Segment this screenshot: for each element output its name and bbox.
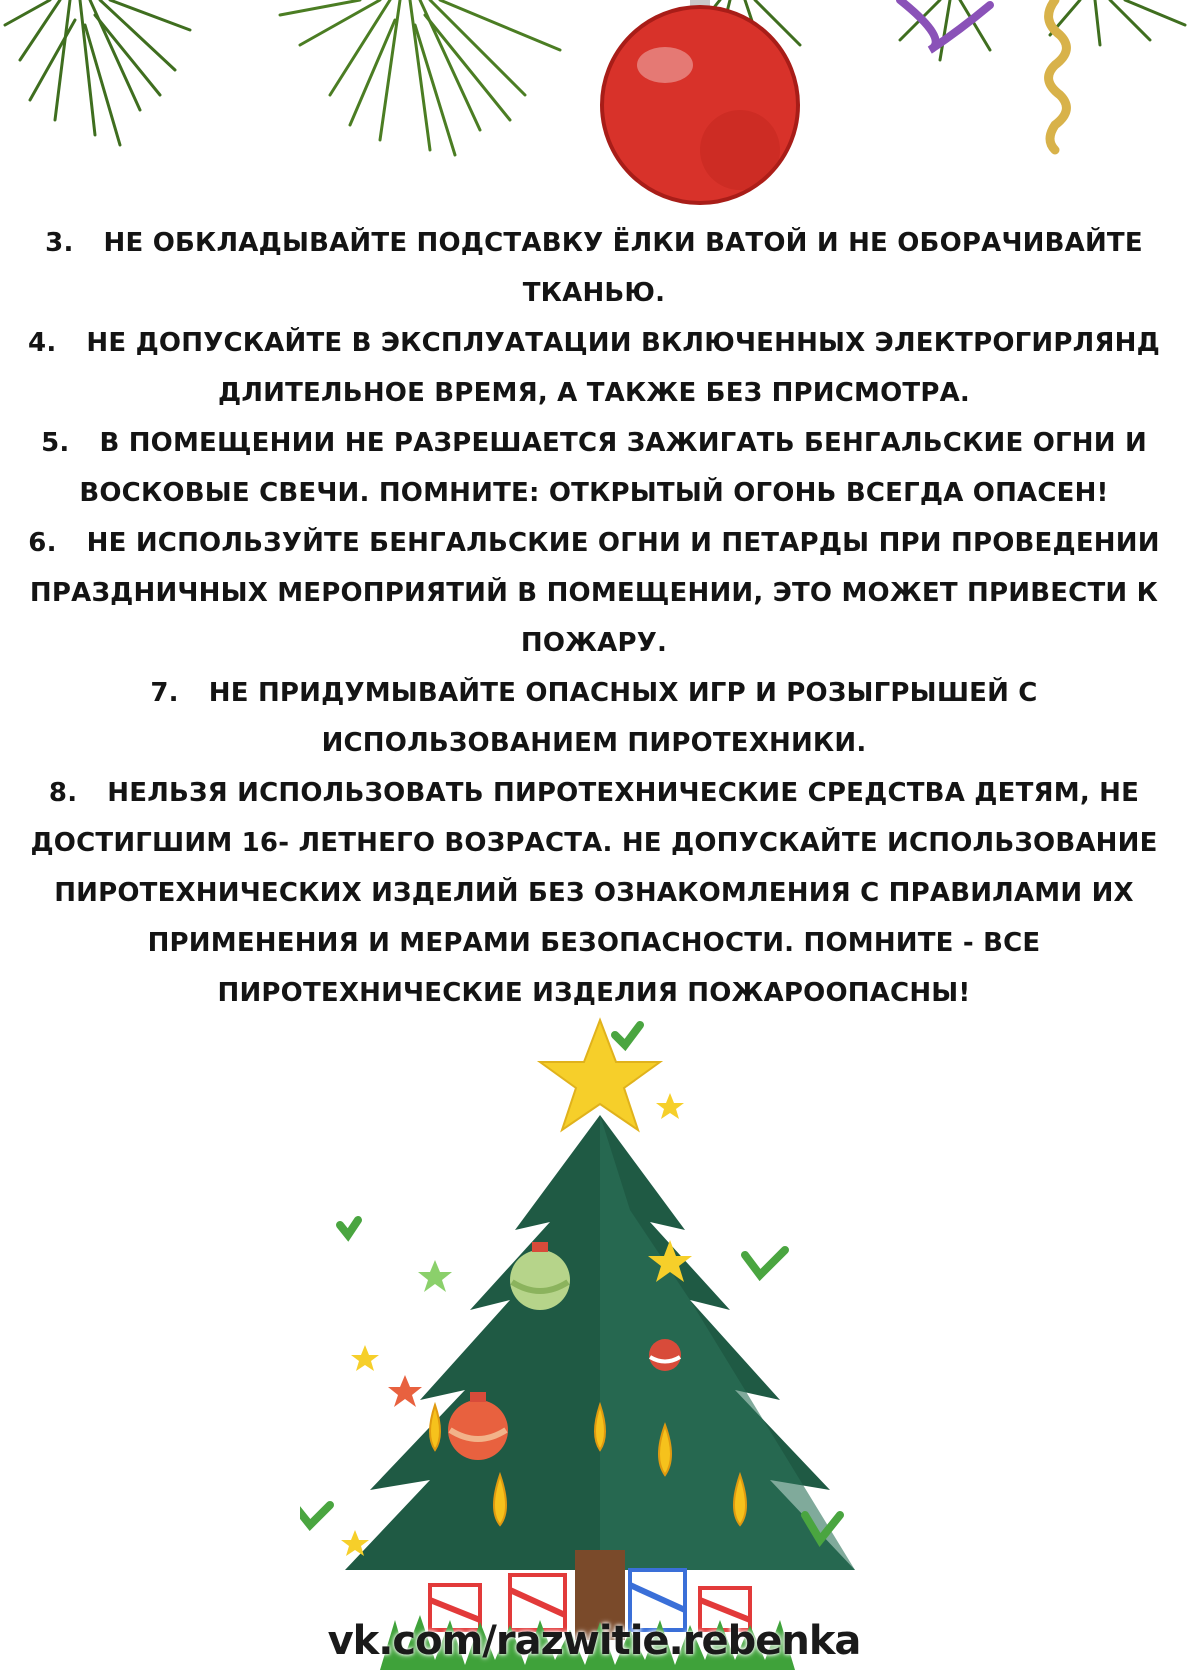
- christmas-tree-illustration: [300, 1010, 900, 1670]
- star-icon: [540, 1020, 660, 1130]
- rule-text: НЕ ИСПОЛЬЗУЙТЕ БЕНГАЛЬСКИЕ ОГНИ И ПЕТАРДЫ ПРИ ПРОВЕДЕНИИ ПРАЗДНИЧНЫХ МЕРОПРИЯТИЙ В ПОМЕЩЕНИИ, ЭТО МОЖЕТ ПРИВЕСТИ К ПОЖАРУ.: [29, 528, 1160, 658]
- rules-list: [0, 218, 1188, 1018]
- rule-number: 7.: [150, 678, 179, 708]
- rule-8: [0, 768, 1188, 1018]
- rule-7: [0, 668, 1188, 768]
- rule-number: 8.: [48, 778, 78, 808]
- gold-ribbon: [1049, 0, 1067, 150]
- rule-3: [0, 218, 1188, 318]
- red-bauble: [602, 0, 798, 203]
- rule-6: [0, 518, 1188, 668]
- pine-branch-center: [280, 0, 560, 155]
- rule-number: 6.: [28, 528, 57, 558]
- pine-branch-left: [5, 0, 190, 145]
- pine-branches-decoration: [0, 0, 1188, 205]
- rule-text: НЕ ПРИДУМЫВАЙТЕ ОПАСНЫХ ИГР И РОЗЫГРЫШЕЙ С ИСПОЛЬЗОВАНИЕМ ПИРОТЕХНИКИ.: [208, 678, 1038, 758]
- rule-4: [0, 318, 1188, 418]
- rule-number: 3.: [45, 228, 74, 258]
- rule-text: НЕ ДОПУСКАЙТЕ В ЭКСПЛУАТАЦИИ ВКЛЮЧЕННЫХ ЭЛЕКТРОГИРЛЯНД ДЛИТЕЛЬНОЕ ВРЕМЯ, А ТАКЖЕ БЕЗ ПРИСМОТРА.: [86, 328, 1160, 408]
- rule-5: [0, 418, 1188, 518]
- rule-text: В ПОМЕЩЕНИИ НЕ РАЗРЕШАЕТСЯ ЗАЖИГАТЬ БЕНГАЛЬСКИЕ ОГНИ И ВОСКОВЫЕ СВЕЧИ. ПОМНИТЕ: ОТКРЫТЫЙ ОГОНЬ ВСЕГДА ОПАСЕН!: [79, 428, 1147, 508]
- rule-number: 5.: [41, 428, 70, 458]
- watermark-link: vk.com/razwitie.rebenka: [327, 1618, 861, 1664]
- rule-text: НЕЛЬЗЯ ИСПОЛЬЗОВАТЬ ПИРОТЕХНИЧЕСКИЕ СРЕДСТВА ДЕТЯМ, НЕ ДОСТИГШИМ 16- ЛЕТНЕГО ВОЗРАСТА. НЕ ДОПУСКАЙТЕ ИСПОЛЬЗОВАНИЕ ПИРОТЕХНИЧЕСКИХ ИЗДЕЛИЙ БЕЗ ОЗНАКОМЛЕНИЯ С ПРАВИЛАМИ ИХ ПРИМЕНЕНИЯ И МЕРАМИ БЕЗОПАСНОСТИ. ПОМНИТЕ - ВСЕ ПИРОТЕХНИЧЕСКИЕ ИЗДЕЛИЯ ПОЖАРООПАСНЫ!: [30, 778, 1158, 1008]
- rule-number: 4.: [28, 328, 57, 358]
- rule-text: НЕ ОБКЛАДЫВАЙТЕ ПОДСТАВКУ ЁЛКИ ВАТОЙ И НЕ ОБОРАЧИВАЙТЕ ТКАНЬЮ.: [103, 228, 1143, 308]
